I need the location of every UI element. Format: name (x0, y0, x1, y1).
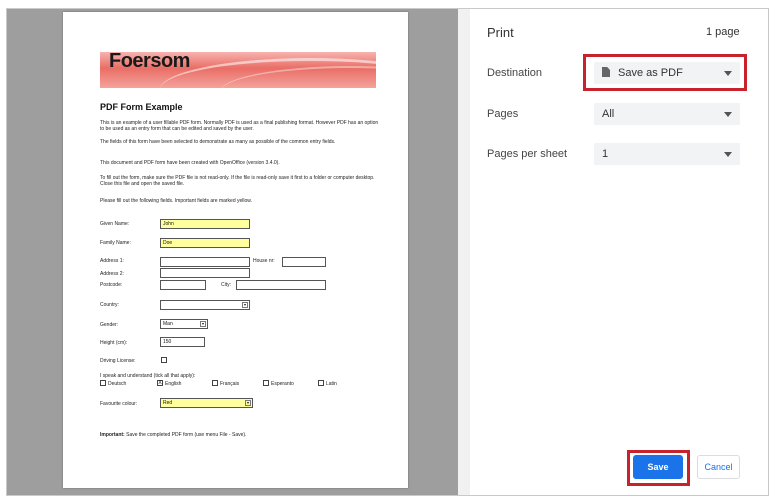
important-note: Important: Save the completed PDF form (use menu File - Save). (100, 432, 247, 438)
chevron-down-icon (724, 112, 732, 117)
address1-field[interactable] (160, 257, 250, 267)
favourite-colour-label: Favourite colour: (100, 401, 138, 407)
destination-select[interactable]: Save as PDF (594, 62, 740, 84)
language-label-english: English (165, 381, 182, 387)
address2-label: Address 2: (100, 271, 124, 277)
preview-scrollbar[interactable] (458, 9, 470, 495)
pages-per-sheet-label: Pages per sheet (487, 148, 568, 160)
preview-page (63, 12, 408, 488)
family-name-label: Family Name: (100, 240, 131, 246)
form-title: PDF Form Example (100, 102, 183, 112)
favourite-colour-select[interactable]: Red ▾ (160, 398, 253, 408)
fields-paragraph: The fields of this form have been selected to demonstrate as many as possible of the common entry fields. (100, 139, 336, 145)
country-label: Country: (100, 302, 119, 308)
destination-highlight (583, 54, 747, 91)
language-label-deutsch: Deutsch (108, 381, 127, 387)
language-checkbox-esperanto[interactable] (263, 380, 269, 386)
instructions-paragraph: Please fill out the following fields. Important fields are marked yellow. (100, 198, 253, 204)
address1-label: Address 1: (100, 258, 124, 264)
given-name-field[interactable]: John (160, 219, 250, 229)
chevron-down-icon: ▾ (246, 400, 249, 405)
destination-label: Destination (487, 67, 543, 79)
language-checkbox-francais[interactable] (212, 380, 218, 386)
given-name-label: Given Name: (100, 221, 130, 227)
city-label: City: (221, 282, 231, 288)
print-title: Print (487, 25, 514, 40)
driving-license-checkbox[interactable] (161, 357, 167, 363)
openoffice-paragraph: This document and PDF form have been created with OpenOffice (version 3.4.0). (100, 160, 280, 166)
country-select[interactable] (160, 300, 250, 310)
house-nr-field[interactable] (282, 257, 326, 267)
city-field[interactable] (236, 280, 326, 290)
driving-license-label: Driving License: (100, 358, 136, 364)
pages-label: Pages (487, 108, 519, 120)
chevron-down-icon (724, 152, 732, 157)
language-label-esperanto: Esperanto (271, 381, 294, 387)
cancel-button[interactable]: Cancel (697, 455, 740, 479)
language-checkbox-deutsch[interactable] (100, 380, 106, 386)
page-count: 1 page (706, 26, 740, 38)
language-label-latin: Latin (326, 381, 337, 387)
pages-per-sheet-select[interactable]: 1 (594, 143, 740, 165)
intro-paragraph: This is an example of a user fillable PDF form. Normally PDF is used as a final publishing format. However PDF has an option to be used as an entry form that can be edited and saved by the user. (100, 120, 379, 132)
chevron-down-icon: ▾ (243, 302, 246, 307)
language-label-francais: Français (220, 381, 240, 387)
address2-field[interactable] (160, 268, 250, 278)
chevron-down-icon: ▾ (201, 321, 204, 326)
gender-label: Gender: (100, 322, 119, 328)
family-name-field[interactable]: Doe (160, 238, 250, 248)
readonly-paragraph: To fill out the form, make sure the PDF file is not read-only. If the file is read-only save it first to a folder or computer desktop. Close this file and open the saved file. (100, 175, 375, 187)
postcode-field[interactable] (160, 280, 206, 290)
gender-select[interactable]: Man ▾ (160, 319, 208, 329)
height-label: Height (cm): (100, 340, 128, 346)
postcode-label: Postcode: (100, 282, 123, 288)
language-checkbox-english[interactable]: X (158, 380, 162, 386)
pages-select[interactable]: All (594, 103, 740, 125)
language-checkbox-latin[interactable] (318, 380, 324, 386)
house-nr-label: House nr: (253, 258, 275, 264)
languages-label: I speak and understand (tick all that apply): (100, 373, 196, 379)
height-field[interactable]: 150 (160, 337, 205, 347)
foersom-logo: Foersom (109, 50, 190, 72)
save-button[interactable]: Save (633, 455, 683, 479)
